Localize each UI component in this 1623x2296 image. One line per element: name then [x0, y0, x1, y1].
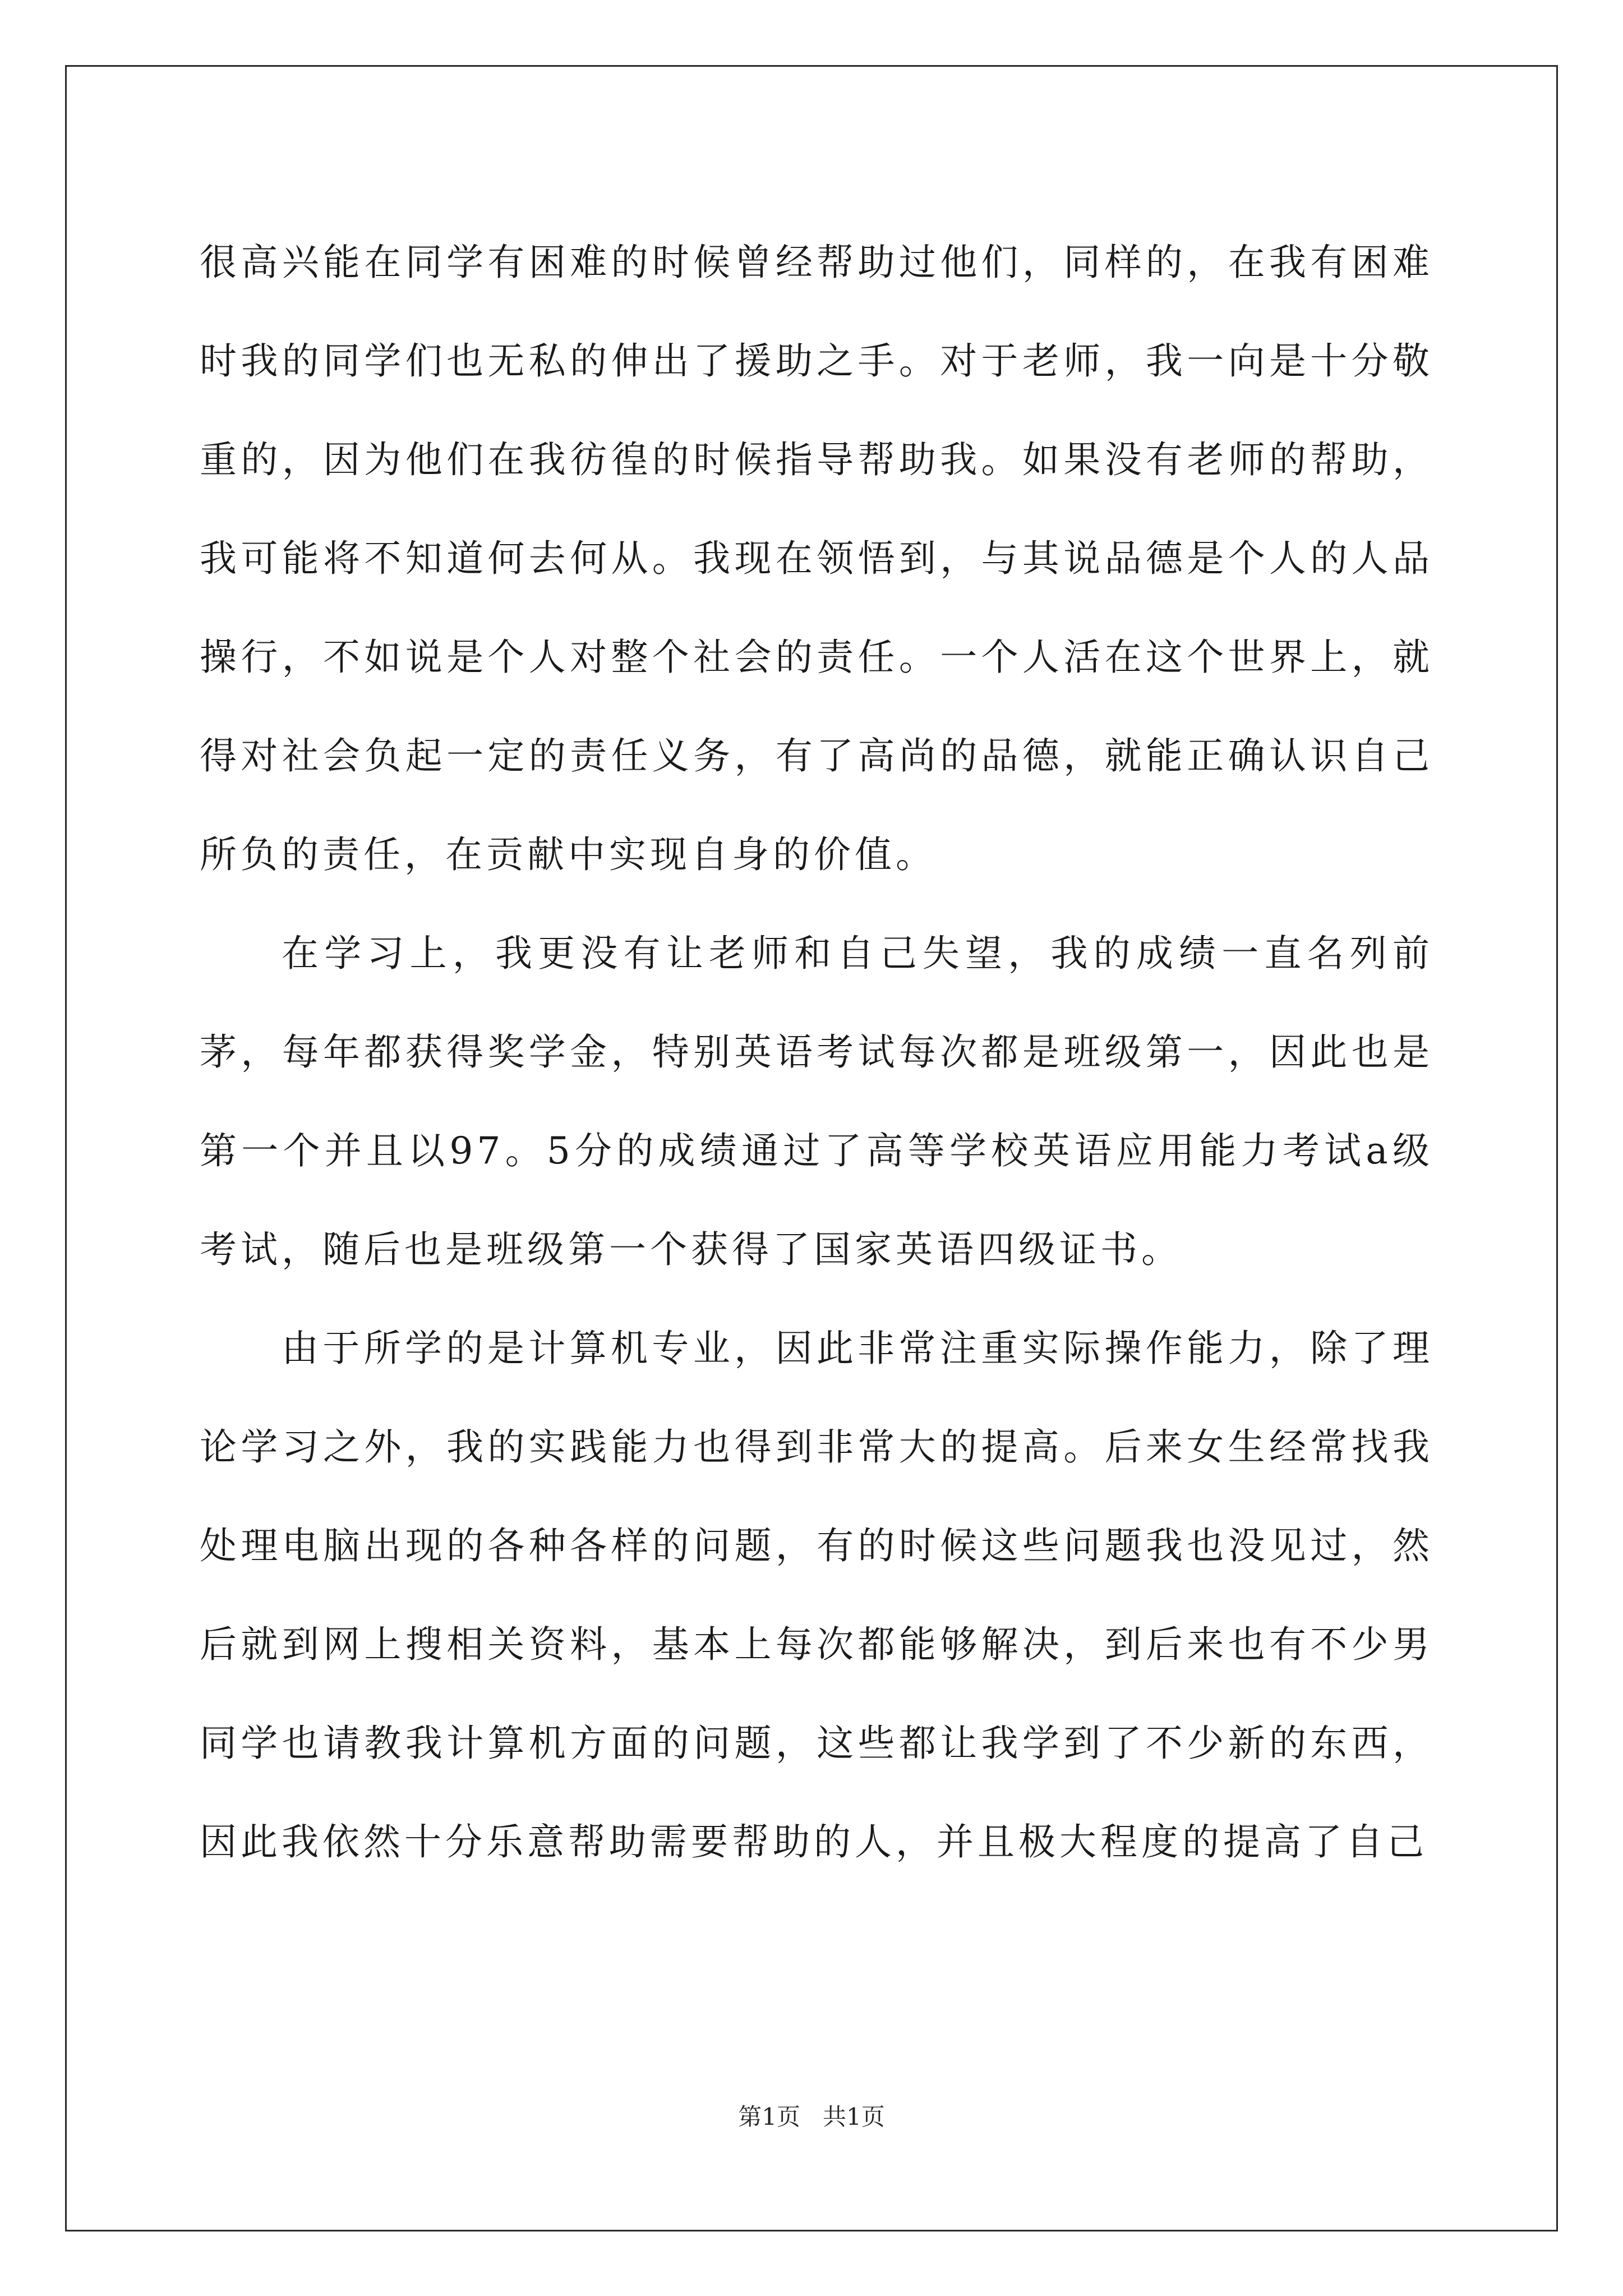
page-footer — [0, 2102, 1623, 2132]
document-body — [200, 213, 1433, 1892]
page-number: 第1页 — [738, 2103, 800, 2131]
paragraph-1: 很高兴能在同学有困难的时候曾经帮助过他们，同样的，在我有困难时我的同学们也无私的伸出了援助之手。对于老师，我一向是十分敬重的，因为他们在我彷徨的时候指导帮助我。如果没有老师的帮助，我可能将不知道何去何从。我现在领悟到，与其说品德是个人的人品操行，不如说是个人对整个社会的责任。一个人活在这个世界上，就得对社会负起一定的责任义务，有了高尚的品德，就能正确认识自己所负的责任，在贡献中实现自身的价值。 — [200, 241, 1433, 876]
paragraph-2: 在学习上，我更没有让老师和自己失望，我的成绩一直名列前茅，每年都获得奖学金，特别英语考试每次都是班级第一，因此也是第一个并且以97。5分的成绩通过了高等学校英语应用能力考试a级考试，随后也是班级第一个获得了国家英语四级证书。 — [200, 932, 1433, 1271]
page-total: 共1页 — [823, 2103, 885, 2131]
paragraph-3: 由于所学的是计算机专业，因此非常注重实际操作能力，除了理论学习之外，我的实践能力也得到非常大的提高。后来女生经常找我处理电脑出现的各种各样的问题，有的时候这些问题我也没见过，然后就到网上搜相关资料，基本上每次都能够解决，到后来也有不少男同学也请教我计算机方面的问题，这些都让我学到了不少新的东西，因此我依然十分乐意帮助需要帮助的人，并且极大程度的提高了自己 — [200, 1327, 1433, 1864]
